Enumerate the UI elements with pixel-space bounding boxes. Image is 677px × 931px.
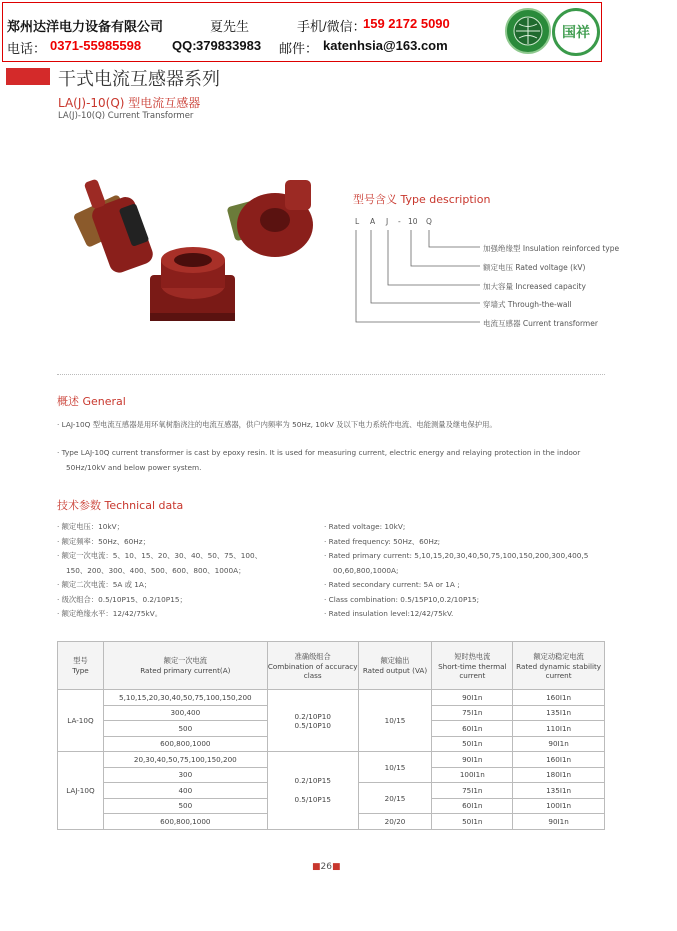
output-cell: 20/15 [358, 783, 432, 814]
primary-cell: 5,10,15,20,30,40,50,75,100,150,200 [103, 690, 267, 706]
phone-label: 电话： [7, 41, 47, 56]
brand-logo-icon: 国祥 [552, 8, 600, 56]
thermal-cell: 60I1n [432, 798, 513, 814]
company-logo-icon [505, 8, 551, 54]
title-accent-bar [6, 68, 50, 85]
qq-number: 379833983 [196, 38, 262, 53]
type-description-heading: 型号含义 Type description [353, 193, 491, 206]
model-title-en: LA(J)-10(Q) Current Transformer [58, 111, 194, 121]
output-cell: 10/15 [358, 752, 432, 783]
table-row [58, 690, 605, 706]
company-name: 郑州达洋电力设备有限公司 [7, 19, 164, 34]
header-primary: 额定一次电流 Rated primary current(A) [103, 642, 267, 690]
section-divider [57, 374, 605, 375]
dynamic-cell: 135I1n [513, 705, 605, 721]
dynamic-cell: 90I1n [513, 736, 605, 752]
tech-en-item: · Rated primary current: 5,10,15,20,30,40,50,75,100,150,200,300,400,5 [324, 551, 589, 560]
tech-cn-item: · 级次组合：0.5/10P15、0.2/10P15； [57, 594, 187, 604]
general-text-en-1: · Type LAJ-10Q current transformer is cast by epoxy resin. It is used for measuring current, electric energy and relaying protection in the indoor [57, 448, 581, 457]
primary-cell: 400 [103, 783, 267, 799]
phone-number: 0371-55985598 [50, 38, 142, 53]
thermal-cell: 50I1n [432, 736, 513, 752]
meaning-insulation: 加强绝缘型 Insulation reinforced type [483, 244, 620, 253]
accuracy-cell: 0.2/10P10 0.5/10P10 [267, 690, 358, 752]
front-transformer-image [150, 247, 235, 321]
tech-cn-item: · 额定绝缘水平：12/42/75kV。 [57, 609, 163, 618]
general-text-cn: · LAJ-10Q 型电流互感器是用环氧树脂浇注的电流互感器，供户内频率为 50Hz, 10kV 及以下电力系统作电流、电能测量及继电保护用。 [57, 420, 497, 429]
meaning-through-wall: 穿墙式 Through-the-wall [483, 300, 572, 309]
tech-en-item: · Class combination: 0.5/15P10,0.2/10P15; [324, 594, 480, 604]
technical-data-heading: 技术参数 Technical data [57, 499, 184, 512]
page-number: ■26■ [312, 862, 341, 872]
general-text-en-2: 50Hz/10kV and below power system. [66, 463, 202, 472]
tech-cn-item: · 额定二次电流：5A 或 1A； [57, 580, 152, 589]
header-thermal: 短时热电流 Short-time thermal current [432, 642, 513, 690]
tech-list-en [324, 520, 588, 622]
tech-cn-item: · 额定电压：10kV； [57, 522, 124, 531]
tech-en-item: 00,60,800,1000A; [333, 565, 399, 575]
meaning-current-transformer: 电流互感器 Current transformer [483, 319, 598, 328]
meaning-voltage: 额定电压 Rated voltage (kV) [483, 263, 586, 272]
thermal-cell: 75I1n [432, 705, 513, 721]
thermal-cell: 75I1n [432, 783, 513, 799]
accuracy-cell: 0.2/10P15 0.5/10P15 [267, 752, 358, 830]
tech-cn-item: · 额定一次电流：5、10、15、20、30、40、50、75、100、 [57, 551, 262, 560]
right-transformer-image [227, 180, 313, 257]
tech-cn-item: 150、200、300、400、500、600、800、1000A； [66, 565, 246, 575]
tech-en-item: · Rated voltage: 10kV; [324, 522, 406, 531]
dynamic-cell: 100I1n [513, 798, 605, 814]
primary-cell: 300 [103, 767, 267, 783]
dynamic-cell: 135I1n [513, 783, 605, 799]
header-accuracy: 准确级组合 Combination of accuracy class [267, 642, 358, 690]
primary-cell: 500 [103, 721, 267, 737]
mobile-number: 159 2172 5090 [363, 16, 450, 31]
code-letter-a: A [370, 217, 376, 226]
primary-cell: 300,400 [103, 705, 267, 721]
output-cell: 20/20 [358, 814, 432, 830]
primary-cell: 500 [103, 798, 267, 814]
thermal-cell: 90I1n [432, 690, 513, 706]
table-row [58, 752, 605, 768]
code-voltage: 10 [408, 217, 418, 226]
thermal-cell: 90I1n [432, 752, 513, 768]
type-cell: LA-10Q [58, 690, 104, 752]
general-heading: 概述 General [57, 395, 126, 408]
primary-cell: 20,30,40,50,75,100,150,200 [103, 752, 267, 768]
meaning-capacity: 加大容量 Increased capacity [483, 282, 586, 291]
header-dynamic: 额定动稳定电流 Rated dynamic stability current [513, 642, 605, 690]
tech-en-item: · Rated insulation level:12/42/75kV. [324, 609, 454, 618]
type-description-leader-lines [350, 225, 490, 330]
primary-cell: 600,800,1000 [103, 814, 267, 830]
dynamic-cell: 160I1n [513, 690, 605, 706]
thermal-cell: 50I1n [432, 814, 513, 830]
dynamic-cell: 90I1n [513, 814, 605, 830]
spec-table [57, 641, 605, 830]
code-dash: - [398, 217, 401, 226]
thermal-cell: 100I1n [432, 767, 513, 783]
dynamic-cell: 110I1n [513, 721, 605, 737]
tech-cn-item: · 额定频率：50Hz、60Hz； [57, 536, 150, 546]
header-output: 额定输出 Rated output (VA) [358, 642, 432, 690]
model-title-cn: LA(J)-10(Q) 型电流互感器 [58, 96, 201, 110]
series-title: 干式电流互感器系列 [58, 69, 220, 90]
left-transformer-image [73, 178, 156, 275]
code-letter-l: L [355, 217, 360, 226]
output-cell: 10/15 [358, 690, 432, 752]
email-label: 邮件： [279, 41, 319, 56]
primary-cell: 600,800,1000 [103, 736, 267, 752]
tech-list-cn [57, 520, 262, 622]
code-letter-j: J [386, 217, 389, 226]
dynamic-cell: 180I1n [513, 767, 605, 783]
contact-person: 夏先生 [210, 19, 250, 34]
email-address: katenhsia@163.com [323, 38, 448, 53]
thermal-cell: 60I1n [432, 721, 513, 737]
table-header-row [58, 642, 605, 690]
type-cell: LAJ-10Q [58, 752, 104, 830]
product-photo [70, 175, 330, 335]
tech-en-item: · Rated secondary current: 5A or 1A ; [324, 580, 460, 589]
mobile-label: 手机/微信： [297, 19, 366, 34]
code-letter-q: Q [426, 217, 432, 226]
dynamic-cell: 160I1n [513, 752, 605, 768]
qq-label: QQ: [172, 38, 197, 53]
tech-en-item: · Rated frequency: 50Hz、60Hz; [324, 536, 441, 546]
header-type: 型号 Type [58, 642, 104, 690]
